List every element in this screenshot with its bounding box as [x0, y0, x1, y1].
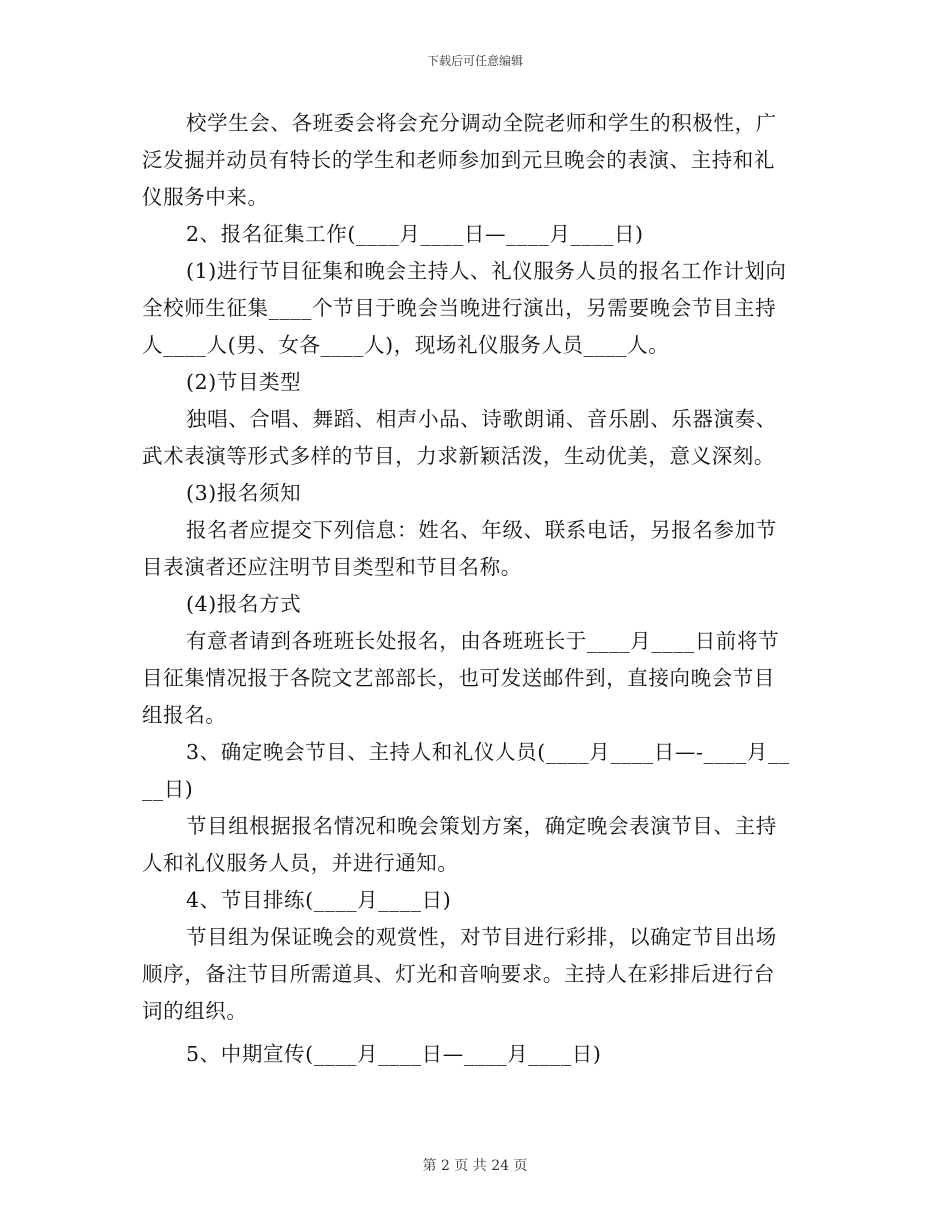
paragraph-line: 报名者应提交下列信息：姓名、年级、联系电话，另报名参加节	[186, 518, 777, 542]
paragraph-line: 仪服务中来。	[142, 185, 269, 209]
paragraph-line: 校学生会、各班委会将会充分调动全院老师和学生的积极性，广	[186, 111, 777, 135]
page-header: 下载后可任意编辑	[426, 54, 523, 68]
paragraph-line: 节目组根据报名情况和晚会策划方案，确定晚会表演节目、主持	[186, 814, 777, 838]
paragraph-line: 人____人(男、女各____人)，现场礼仪服务人员____人。	[142, 333, 670, 357]
paragraph-line: 独唱、合唱、舞蹈、相声小品、诗歌朗诵、音乐剧、乐器演奏、	[186, 407, 777, 431]
section-heading-2: 2、报名征集工作(____月____日—____月____日)	[186, 222, 644, 246]
paragraph-line: 有意者请到各班班长处报名，由各班班长于____月____日前将节	[186, 629, 780, 653]
section-heading-4: 4、节目排练(____月____日)	[186, 888, 452, 912]
paragraph-line: 武术表演等形式多样的节目，力求新颖活泼，生动优美，意义深刻。	[142, 444, 775, 468]
paragraph-line: 目表演者还应注明节目类型和节目名称。	[142, 555, 522, 579]
paragraph-line: 顺序，备注节目所需道具、灯光和音响要求。主持人在彩排后进行台	[142, 962, 775, 986]
page-footer: 第 2 页 共 24 页	[422, 1158, 528, 1174]
section-heading-5: 5、中期宣传(____月____日—____月____日)	[186, 1042, 602, 1066]
paragraph-line: 人和礼仪服务人员，并进行通知。	[142, 851, 459, 875]
paragraph-line: 组报名。	[142, 703, 227, 727]
paragraph-line: 目征集情况报于各院文艺部部长，也可发送邮件到，直接向晚会节目	[142, 666, 775, 690]
paragraph-line: 词的组织。	[142, 999, 248, 1023]
paragraph-line: (1)进行节目征集和晚会主持人、礼仪服务人员的报名工作计划向	[186, 259, 787, 283]
section-heading-3: 3、确定晚会节目、主持人和礼仪人员(____月____日—-____月__	[186, 740, 790, 764]
paragraph-line: __日)	[142, 777, 194, 801]
subheading-registration-notes: (3)报名须知	[186, 481, 302, 505]
paragraph-line: 全校师生征集____个节目于晚会当晚进行演出，另需要晚会节目主持	[142, 296, 777, 320]
paragraph-line: 节目组为保证晚会的观赏性，对节目进行彩排，以确定节目出场	[186, 925, 777, 949]
subheading-program-types: (2)节目类型	[186, 370, 302, 394]
paragraph-line: 泛发掘并动员有特长的学生和老师参加到元旦晚会的表演、主持和礼	[142, 148, 775, 172]
document-body	[142, 105, 810, 1073]
subheading-registration-method: (4)报名方式	[186, 592, 302, 616]
